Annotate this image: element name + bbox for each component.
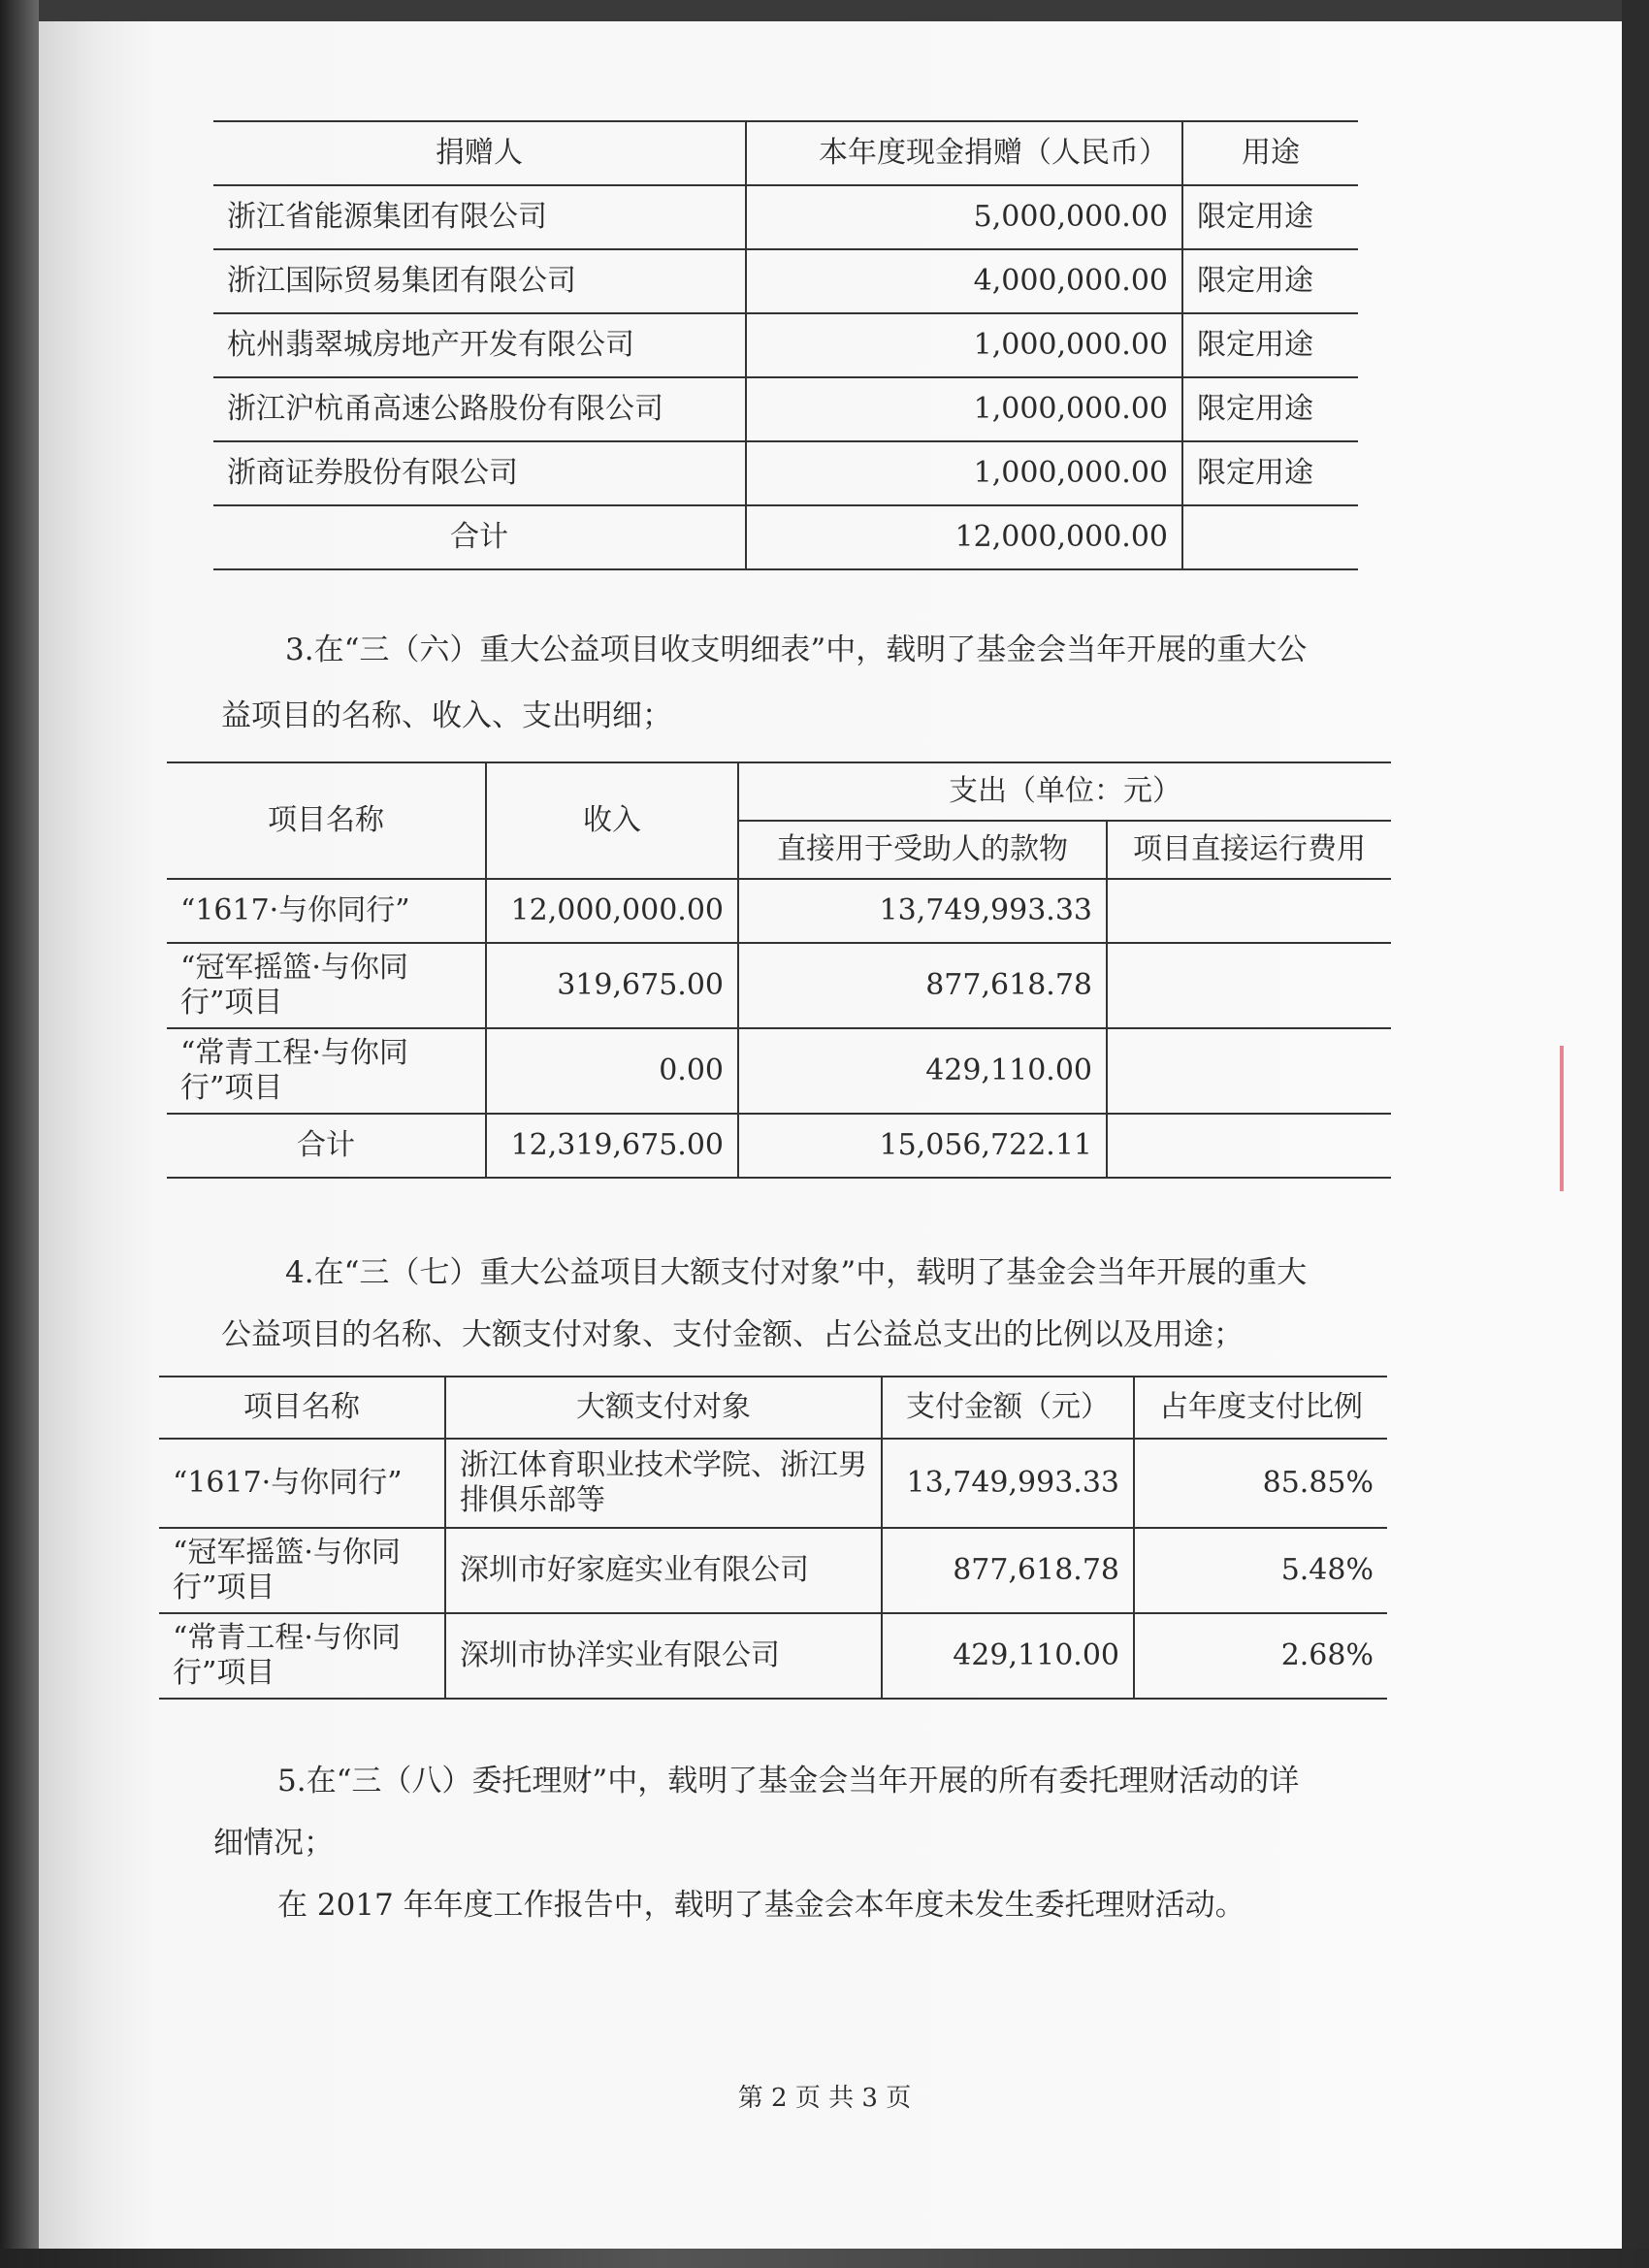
scan-right-edge bbox=[1622, 0, 1649, 2268]
header-direct: 直接用于受助人的款物 bbox=[738, 821, 1107, 879]
header-amount: 本年度现金捐赠（人民币） bbox=[746, 121, 1182, 185]
amount-cell: 1,000,000.00 bbox=[746, 377, 1182, 441]
use-cell: 限定用途 bbox=[1182, 377, 1358, 441]
use-cell: 限定用途 bbox=[1182, 185, 1358, 249]
header-donor: 捐赠人 bbox=[213, 121, 746, 185]
use-cell: 限定用途 bbox=[1182, 441, 1358, 505]
amount-cell: 4,000,000.00 bbox=[746, 249, 1182, 313]
red-seal-stamp bbox=[1560, 1046, 1622, 1191]
table-row bbox=[167, 879, 1391, 943]
table-row bbox=[213, 313, 1358, 377]
scan-left-edge bbox=[0, 0, 39, 2268]
total-direct: 15,056,722.11 bbox=[738, 1114, 1107, 1178]
total-label: 合计 bbox=[167, 1114, 486, 1178]
header-project-name: 项目名称 bbox=[159, 1377, 445, 1439]
table-row bbox=[213, 249, 1358, 313]
total-label: 合计 bbox=[213, 505, 746, 569]
amount-cell: 13,749,993.33 bbox=[882, 1439, 1134, 1528]
project-name-cell: “1617·与你同行” bbox=[167, 879, 486, 943]
payee-cell: 深圳市好家庭实业有限公司 bbox=[445, 1528, 882, 1613]
amount-cell: 1,000,000.00 bbox=[746, 441, 1182, 505]
table-header-row bbox=[213, 121, 1358, 185]
table-header-row bbox=[167, 762, 1391, 821]
amount-cell: 1,000,000.00 bbox=[746, 313, 1182, 377]
page-number: 第 2 页 共 3 页 bbox=[737, 2084, 912, 2113]
income-cell: 0.00 bbox=[486, 1028, 738, 1114]
total-row bbox=[213, 505, 1358, 569]
use-cell: 限定用途 bbox=[1182, 313, 1358, 377]
direct-cell: 429,110.00 bbox=[738, 1028, 1107, 1114]
payment-table bbox=[159, 1376, 1387, 1700]
header-payee: 大额支付对象 bbox=[445, 1377, 882, 1439]
use-cell: 限定用途 bbox=[1182, 249, 1358, 313]
table-row bbox=[213, 185, 1358, 249]
paragraph-5-line-1: 5.在“三（八）委托理财”中，载明了基金会当年开展的所有委托理财活动的详 bbox=[277, 1764, 1300, 1798]
table-row bbox=[167, 943, 1391, 1028]
project-name-cell: “1617·与你同行” bbox=[159, 1439, 445, 1528]
paragraph-3-line-2: 益项目的名称、收入、支出明细； bbox=[221, 698, 672, 733]
amount-cell: 429,110.00 bbox=[882, 1613, 1134, 1699]
ratio-cell: 5.48% bbox=[1134, 1528, 1387, 1613]
project-name-cell: “常青工程·与你同行”项目 bbox=[159, 1613, 445, 1699]
paragraph-4-line-1: 4.在“三（七）重大公益项目大额支付对象”中，载明了基金会当年开展的重大 bbox=[285, 1255, 1308, 1290]
donor-cell: 杭州翡翠城房地产开发有限公司 bbox=[213, 313, 746, 377]
ratio-cell: 2.68% bbox=[1134, 1613, 1387, 1699]
paragraph-4-line-2: 公益项目的名称、大额支付对象、支付金额、占公益总支出的比例以及用途； bbox=[221, 1317, 1244, 1352]
total-amount: 12,000,000.00 bbox=[746, 505, 1182, 569]
income-cell: 319,675.00 bbox=[486, 943, 738, 1028]
amount-cell: 877,618.78 bbox=[882, 1528, 1134, 1613]
direct-cell: 877,618.78 bbox=[738, 943, 1107, 1028]
header-income: 收入 bbox=[486, 762, 738, 879]
ops-cell bbox=[1107, 943, 1391, 1028]
project-table bbox=[167, 761, 1391, 1179]
payee-cell: 浙江体育职业技术学院、浙江男排俱乐部等 bbox=[445, 1439, 882, 1528]
paragraph-3-line-1: 3.在“三（六）重大公益项目收支明细表”中，载明了基金会当年开展的重大公 bbox=[285, 632, 1308, 667]
project-name-cell: “冠军摇篮·与你同行”项目 bbox=[167, 943, 486, 1028]
project-name-cell: “常青工程·与你同行”项目 bbox=[167, 1028, 486, 1114]
ops-cell bbox=[1107, 1028, 1391, 1114]
header-expense: 支出（单位：元） bbox=[738, 762, 1391, 821]
direct-cell: 13,749,993.33 bbox=[738, 879, 1107, 943]
header-amount: 支付金额（元） bbox=[882, 1377, 1134, 1439]
donor-cell: 浙江沪杭甬高速公路股份有限公司 bbox=[213, 377, 746, 441]
table-row bbox=[159, 1613, 1387, 1699]
amount-cell: 5,000,000.00 bbox=[746, 185, 1182, 249]
total-use-cell bbox=[1182, 505, 1358, 569]
total-ops-cell bbox=[1107, 1114, 1391, 1178]
project-name-cell: “冠军摇篮·与你同行”项目 bbox=[159, 1528, 445, 1613]
total-income: 12,319,675.00 bbox=[486, 1114, 738, 1178]
header-project-name: 项目名称 bbox=[167, 762, 486, 879]
table-row bbox=[159, 1528, 1387, 1613]
total-row bbox=[167, 1114, 1391, 1178]
table-row bbox=[213, 441, 1358, 505]
table-header-row bbox=[159, 1377, 1387, 1439]
scan-bottom-edge bbox=[0, 2249, 1649, 2268]
donation-table bbox=[213, 120, 1358, 570]
donor-cell: 浙江国际贸易集团有限公司 bbox=[213, 249, 746, 313]
income-cell: 12,000,000.00 bbox=[486, 879, 738, 943]
ratio-cell: 85.85% bbox=[1134, 1439, 1387, 1528]
table-row bbox=[213, 377, 1358, 441]
header-use: 用途 bbox=[1182, 121, 1358, 185]
paragraph-5-line-2: 细情况； bbox=[213, 1826, 334, 1861]
donor-cell: 浙商证券股份有限公司 bbox=[213, 441, 746, 505]
paragraph-5-line-3: 在 2017 年年度工作报告中，载明了基金会本年度未发生委托理财活动。 bbox=[277, 1888, 1245, 1923]
header-ops: 项目直接运行费用 bbox=[1107, 821, 1391, 879]
table-row bbox=[159, 1439, 1387, 1528]
donor-cell: 浙江省能源集团有限公司 bbox=[213, 185, 746, 249]
header-ratio: 占年度支付比例 bbox=[1134, 1377, 1387, 1439]
ops-cell bbox=[1107, 879, 1391, 943]
payee-cell: 深圳市协洋实业有限公司 bbox=[445, 1613, 882, 1699]
scan-top-edge bbox=[0, 0, 1649, 21]
table-row bbox=[167, 1028, 1391, 1114]
